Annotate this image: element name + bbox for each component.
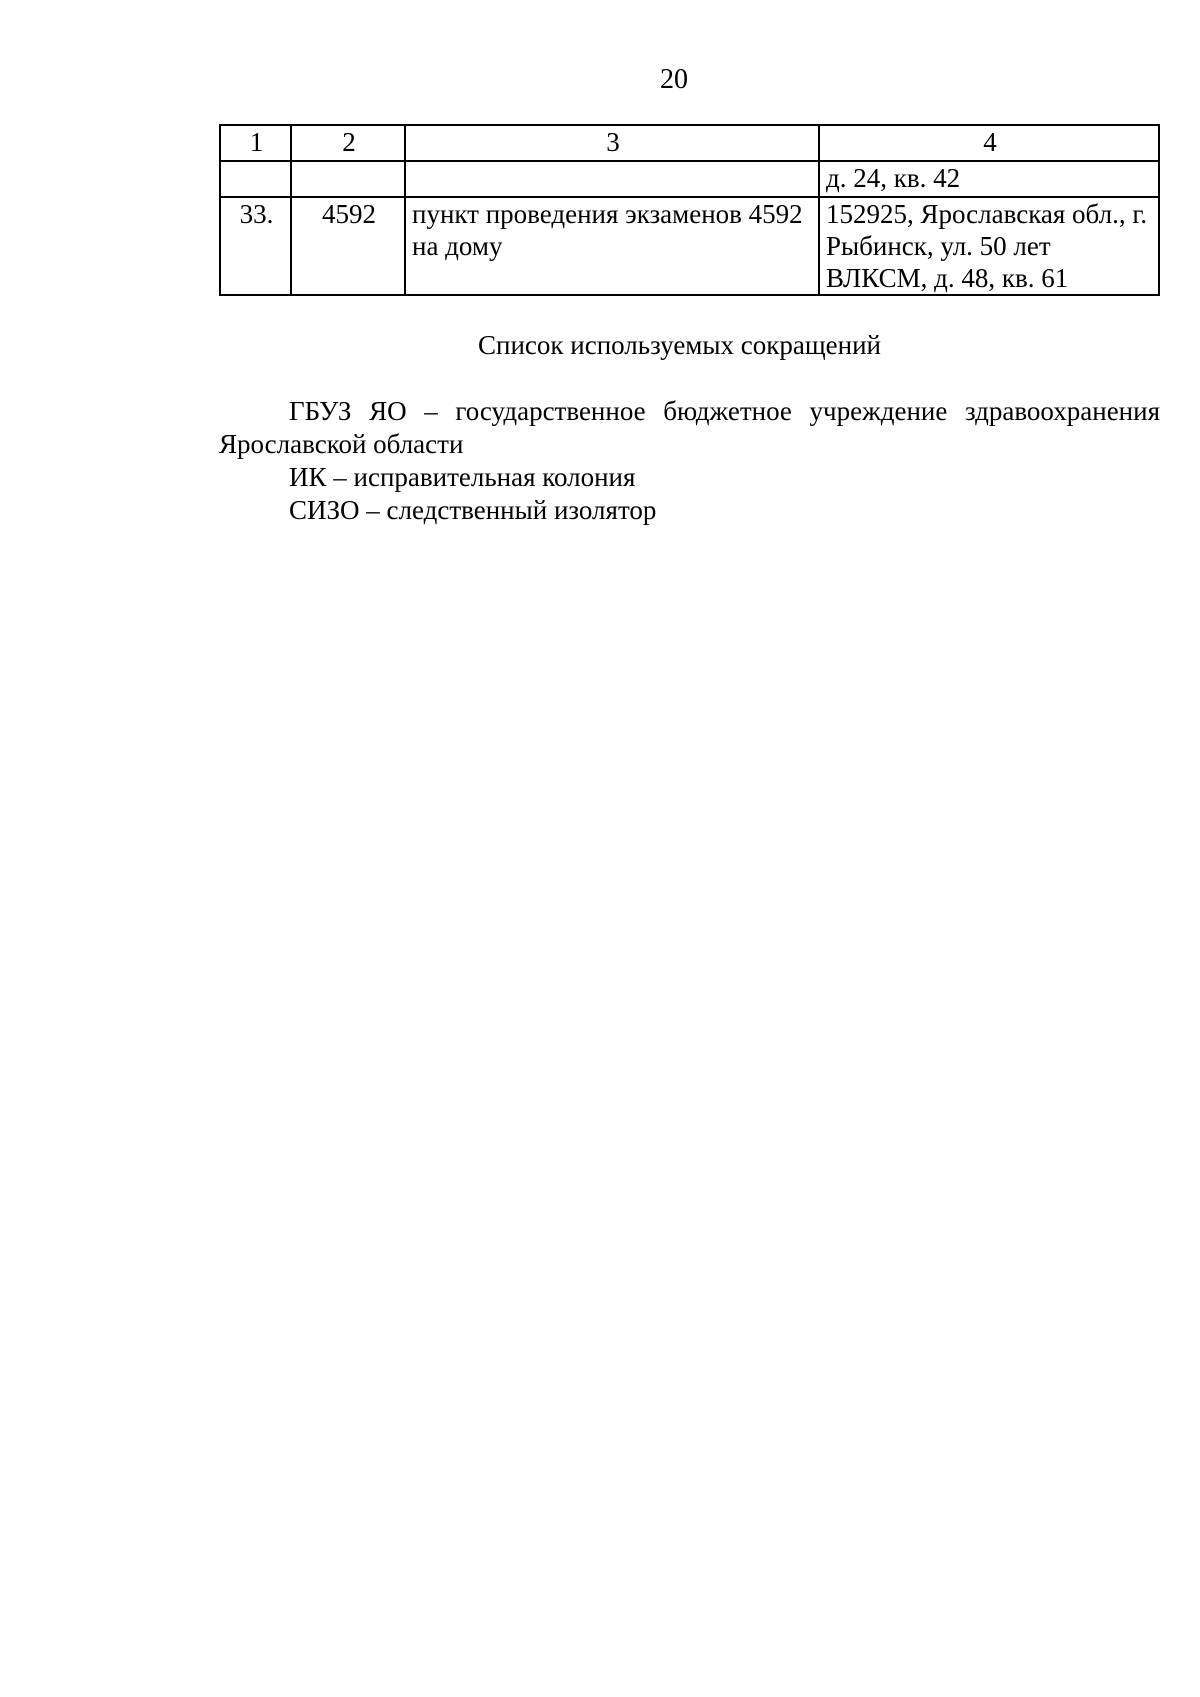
- row-code-cell: 4592: [291, 197, 405, 295]
- column-header-3: 3: [405, 125, 819, 161]
- row-address-cell: 152925, Ярославская обл., г. Рыбинск, ул. 50 лет ВЛКСМ, д. 48, кв. 61: [819, 197, 1159, 295]
- row-name-cell: пункт проведения экзаменов 4592 на дому: [405, 197, 819, 295]
- row-code-cell: [291, 161, 405, 197]
- page-number: 20: [660, 64, 688, 95]
- table-row: [220, 161, 1159, 197]
- column-header-1: 1: [220, 125, 291, 161]
- abbreviation-item: ГБУЗ ЯО – государственное бюджетное учреждение здравоохранения Ярославской области: [219, 396, 1160, 459]
- row-number-cell: [220, 161, 291, 197]
- row-address-cell: д. 24, кв. 42: [819, 161, 1159, 197]
- abbreviation-item: ИК – исправительная колония: [289, 462, 636, 492]
- abbreviations-title: Список используемых сокращений: [478, 330, 881, 360]
- row-name-cell: [405, 161, 819, 197]
- abbreviations-list: [219, 395, 1160, 527]
- row-number-cell: 33.: [220, 197, 291, 295]
- table-header-row: [220, 125, 1159, 161]
- column-header-2: 2: [291, 125, 405, 161]
- table-row: [220, 197, 1159, 295]
- abbreviation-item: СИЗО – следственный изолятор: [289, 495, 657, 525]
- column-header-4: 4: [819, 125, 1159, 161]
- institutions-table: [219, 124, 1160, 296]
